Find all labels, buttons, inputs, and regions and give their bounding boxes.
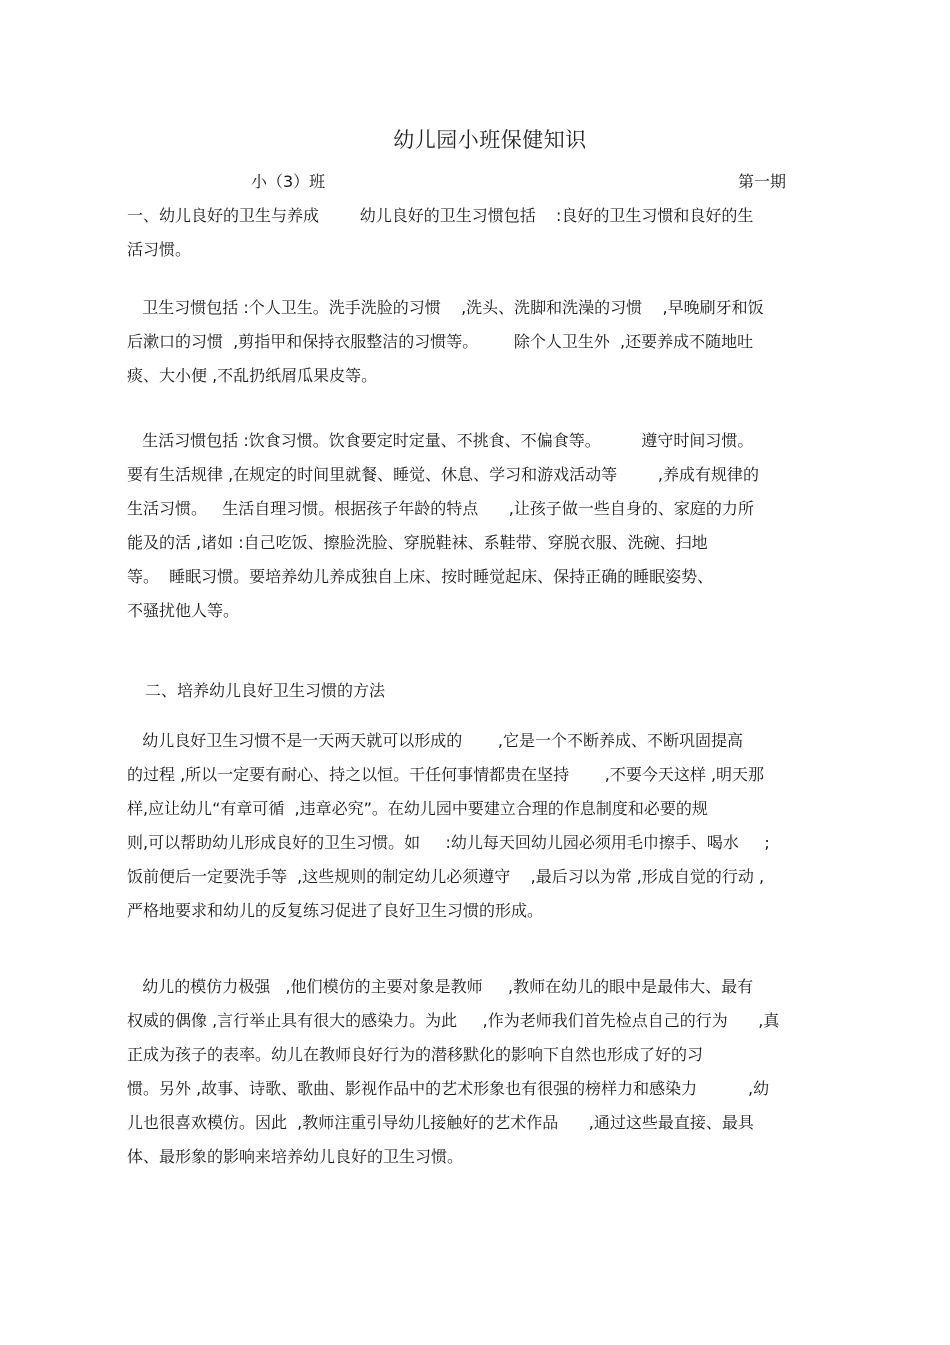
text-line: 幼儿良好卫生习惯不是一天两天就可以形成的 ,它是一个不断养成、不断巩固提高	[127, 731, 743, 750]
text-line: 饭前便后一定要洗手等 ,这些规则的制定幼儿必须遵守 ,最后习以为常 ,形成自觉的行动 ,	[127, 867, 765, 886]
paragraph-3	[127, 424, 842, 628]
text-line: 能及的活 ,诸如 :自己吃饭、擦脸洗脸、穿脱鞋袜、系鞋带、穿脱衣服、洗碗、扫地	[127, 533, 708, 552]
text-line: 则,可以帮助幼儿形成良好的卫生习惯。如 :幼儿每天回幼儿园必须用毛巾擦手、喝水 ;	[127, 833, 770, 852]
text-line: 严格地要求和幼儿的反复练习促进了良好卫生习惯的形成。	[127, 901, 544, 920]
text-line: 权威的偶像 ,言行举止具有很大的感染力。为此 ,作为老师我们首先检点自己的行为 ,真	[127, 1011, 780, 1030]
section-heading: 二、培养幼儿良好卫生习惯的方法	[145, 681, 386, 700]
text-line: 的过程 ,所以一定要有耐心、持之以恒。干任何事情都贵在坚持 ,不要今天这样 ,明天那	[127, 765, 765, 784]
text-line: 体、最形象的影响来培养幼儿良好的卫生习惯。	[127, 1147, 464, 1166]
text-line: 不骚扰他人等。	[127, 601, 240, 620]
text-line: 等。 睡眠习惯。要培养幼儿养成独自上床、按时睡觉起床、保持正确的睡眠姿势、	[127, 567, 714, 586]
paragraph-1	[127, 199, 842, 267]
text-line: 生活习惯包括 :饮食习惯。饮食要定时定量、不挑食、不偏食等。 遵守时间习惯。	[127, 431, 754, 450]
document-title: 幼儿园小班保健知识	[393, 128, 587, 152]
paragraph-5	[127, 970, 842, 1174]
text-line: 生活习惯。 生活自理习惯。根据孩子年龄的特点 ,让孩子做一些自身的、家庭的力所	[127, 499, 754, 518]
paragraph-2	[127, 291, 842, 393]
text-line: 惯。另外 ,故事、诗歌、歌曲、影视作品中的艺术形象也有很强的榜样力和感染力 ,幼	[127, 1079, 770, 1098]
text-line: 样,应让幼儿“有章可循 ,违章必究”。在幼儿园中要建立合理的作息制度和必要的规	[127, 799, 708, 818]
text-line: 儿也很喜欢模仿。因此 ,教师注重引导幼儿接触好的艺术作品 ,通过这些最直接、最具	[127, 1113, 754, 1132]
paragraph-4	[127, 724, 842, 928]
class-label: 小（3）班	[251, 172, 326, 191]
text-line: 活习惯。	[127, 240, 192, 259]
text-line: 要有生活规律 ,在规定的时间里就餐、睡觉、休息、学习和游戏活动等 ,养成有规律的	[127, 465, 759, 484]
text-line: 幼儿的模仿力极强 ,他们模仿的主要对象是教师 ,教师在幼儿的眼中是最伟大、最有	[127, 977, 754, 996]
text-line: 卫生习惯包括 :个人卫生。洗手洗脸的习惯 ,洗头、洗脚和洗澡的习惯 ,早晚刷牙和饭	[127, 298, 764, 317]
text-line: 后漱口的习惯 ,剪指甲和保持衣服整洁的习惯等。 除个人卫生外 ,还要养成不随地吐	[127, 332, 754, 351]
text-line: 一、幼儿良好的卫生与养成 幼儿良好的卫生习惯包括 :良好的卫生习惯和良好的生	[127, 206, 754, 225]
text-line: 正成为孩子的表率。幼儿在教师良好行为的潜移默化的影响下自然也形成了好的习	[127, 1045, 704, 1064]
text-line: 痰、大小便 ,不乱扔纸屑瓜果皮等。	[127, 366, 378, 385]
issue-label: 第一期	[738, 172, 787, 191]
